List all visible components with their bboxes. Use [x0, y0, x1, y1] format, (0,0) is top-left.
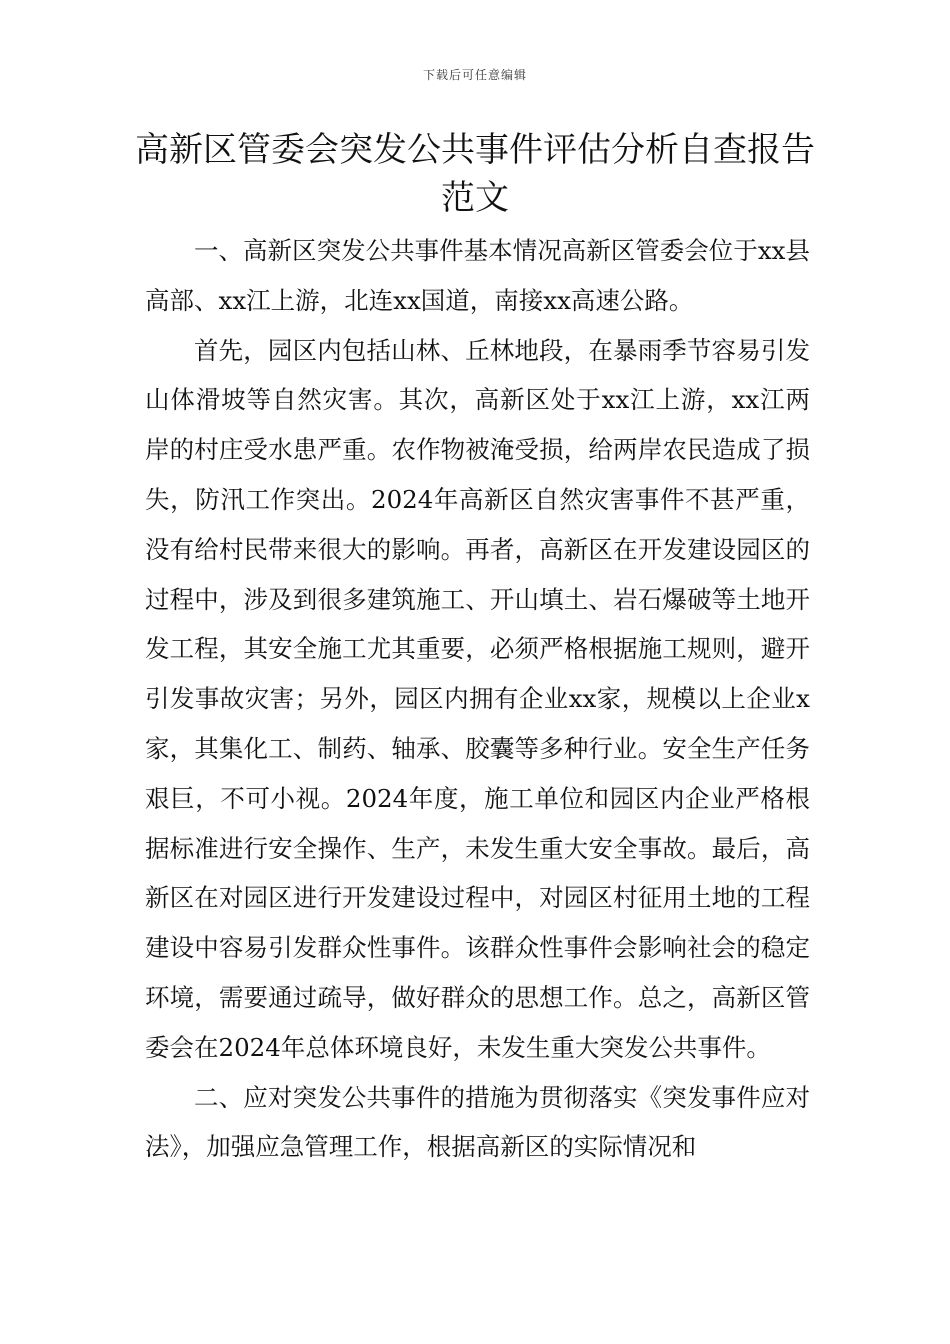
- header-note: 下载后可任意编辑: [422, 68, 527, 82]
- paragraph-3: 二、应对突发公共事件的措施为贯彻落实《突发事件应对法》，加强应急管理工作，根据高新区的实际情况和: [145, 1082, 810, 1162]
- paragraph-2: 首先，园区内包括山林、丘林地段，在暴雨季节容易引发山体滑坡等自然灾害。其次，高新区处于xx江上游，xx江两岸的村庄受水患严重。农作物被淹受损，给两岸农民造成了损失，防汛工作突出。2024年高新区自然灾害事件不甚严重，没有给村民带来很大的影响。再者，高新区在开发建设园区的过程中，涉及到很多建筑施工、开山填土、岩石爆破等土地开发工程，其安全施工尤其重要，必须严格根据施工规则，避开引发事故灾害；另外，园区内拥有企业xx家，规模以上企业x家，其集化工、制药、轴承、胶囊等多种行业。安全生产任务艰巨，不可小视。2024年度，施工单位和园区内企业严格根据标准进行安全操作、生产，未发生重大安全事故。最后，高新区在对园区进行开发建设过程中，对园区村征用土地的工程建设中容易引发群众性事件。该群众性事件会影响社会的稳定环境，需要通过疏导，做好群众的思想工作。总之，高新区管委会在2024年总体环境良好，未发生重大突发公共事件。: [145, 335, 810, 1062]
- document-body: [145, 226, 810, 1172]
- paragraph-1: 一、高新区突发公共事件基本情况高新区管委会位于xx县高部、xx江上游，北连xx国道，南接xx高速公路。: [145, 236, 810, 315]
- document-title: 高新区管委会突发公共事件评估分析自查报告范文: [135, 130, 815, 218]
